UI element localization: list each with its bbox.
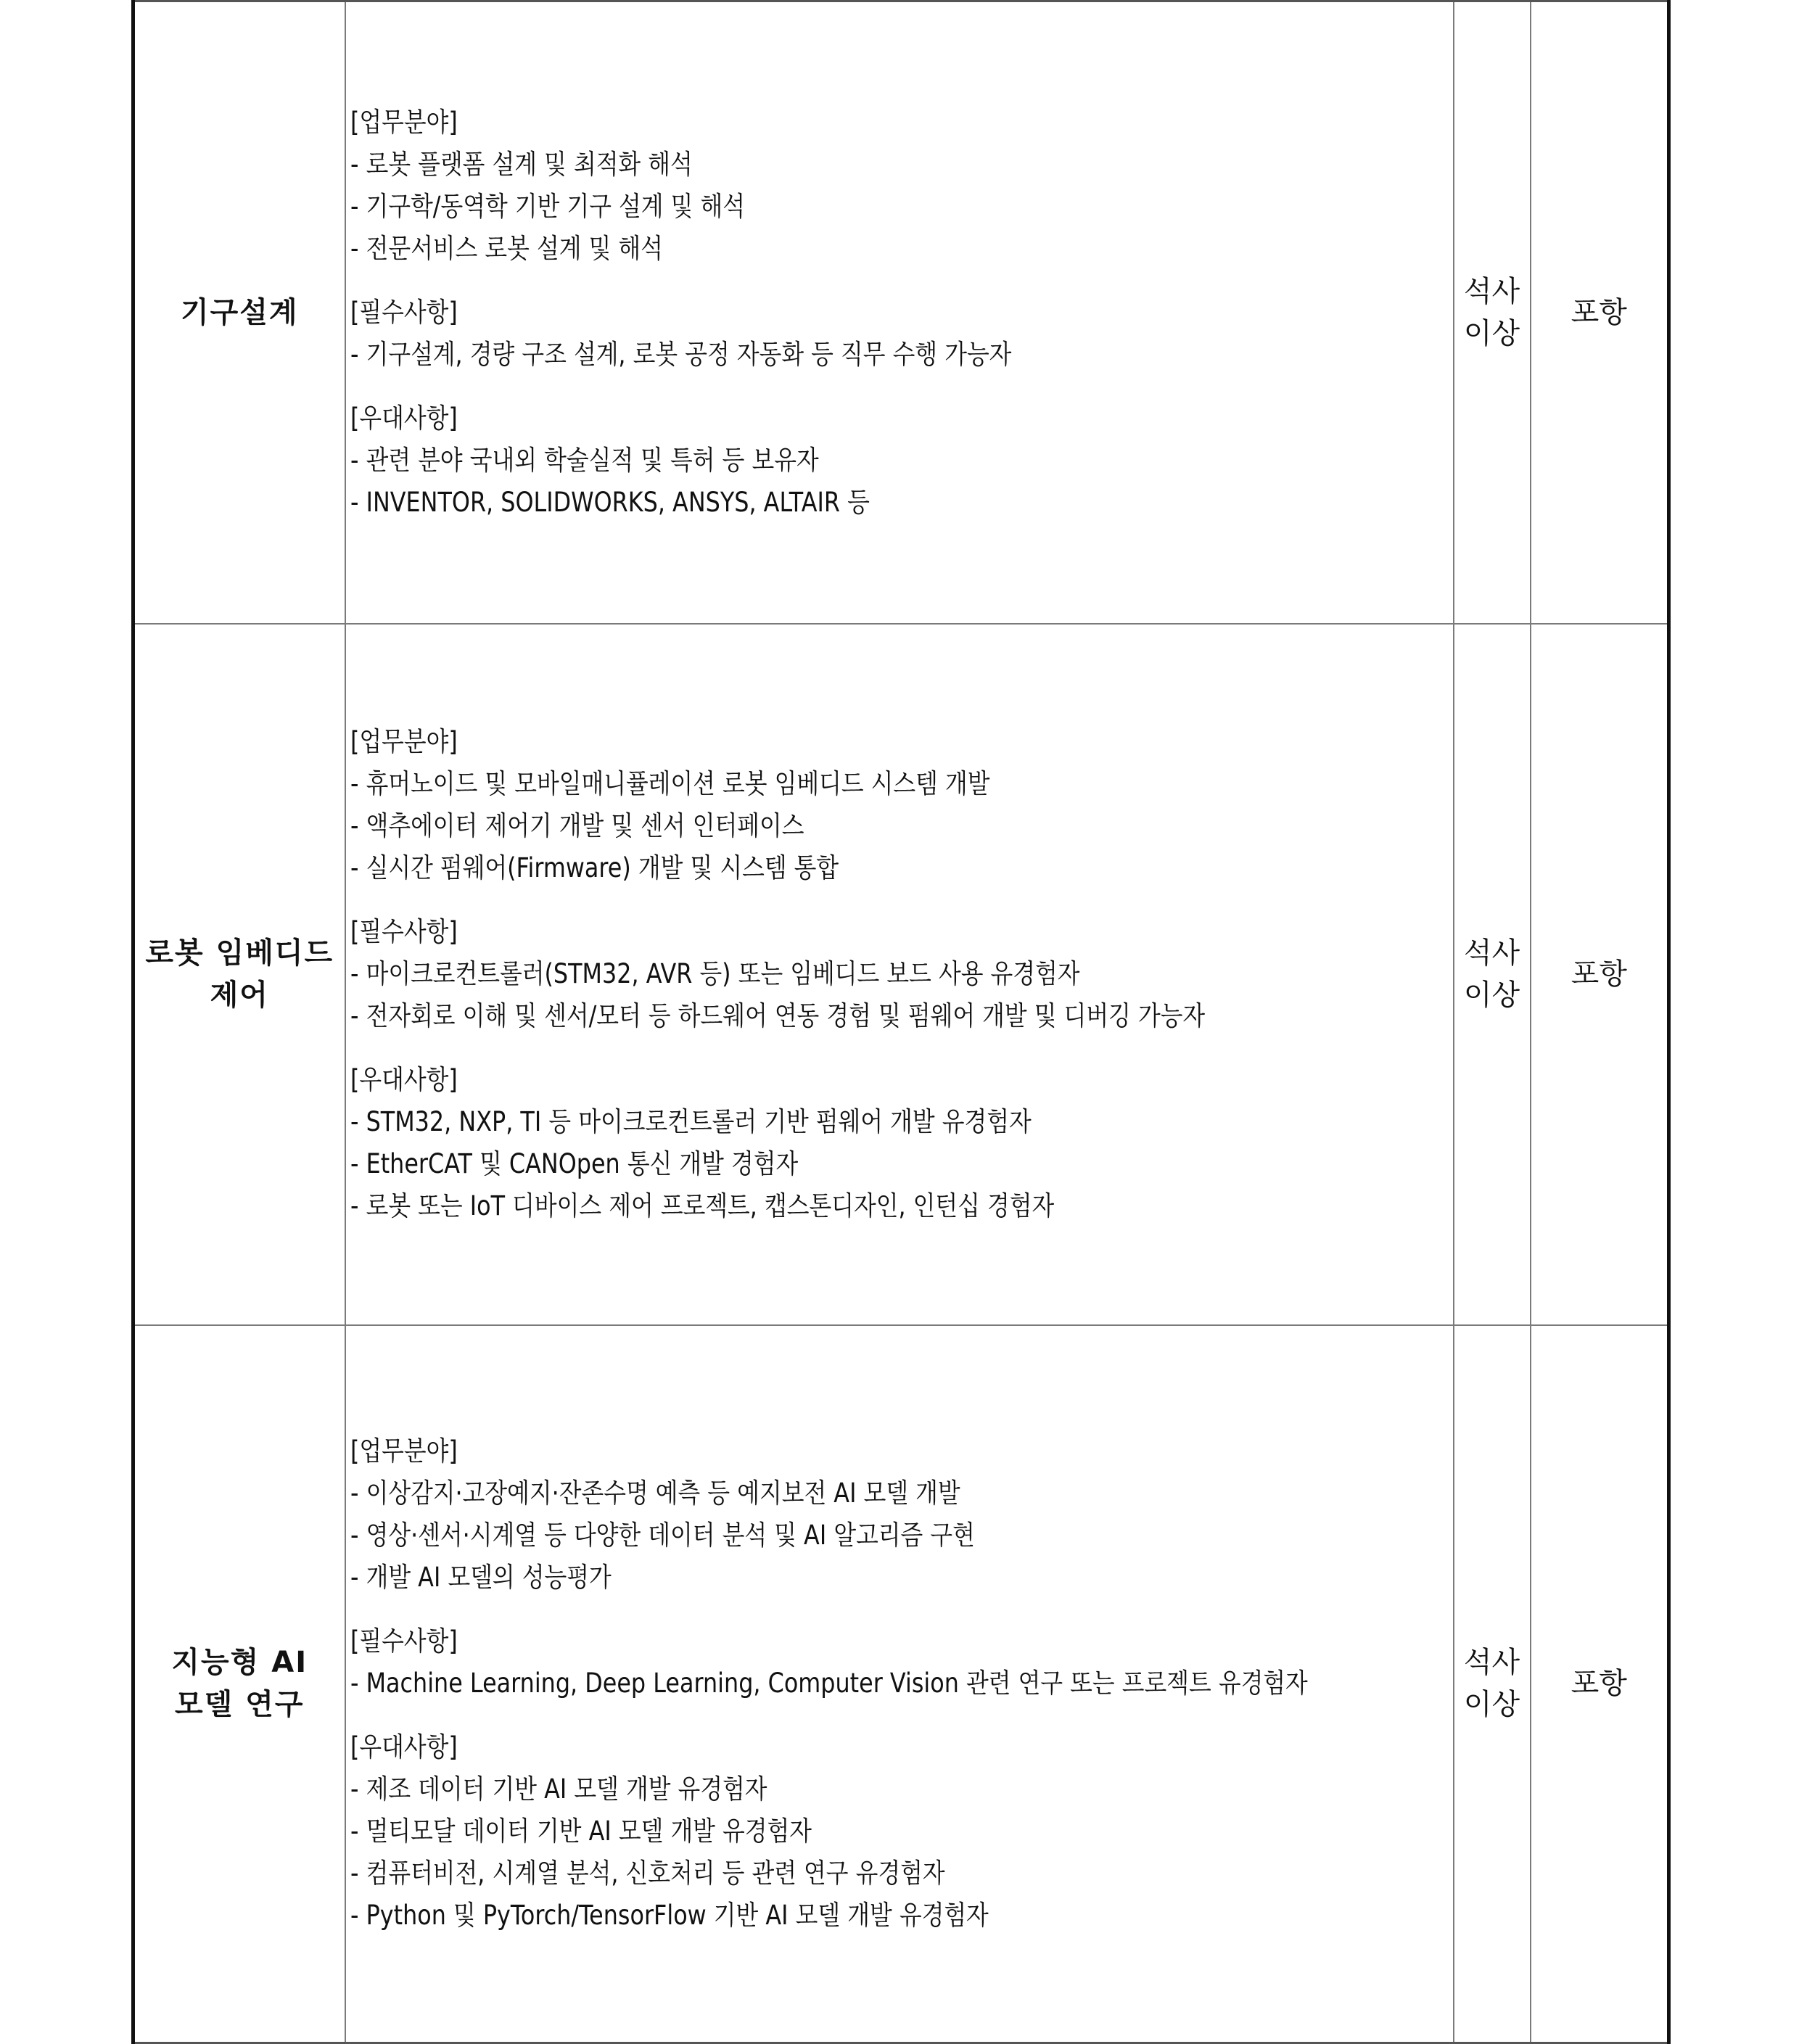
location: 포항 [1570,1667,1627,1701]
job-posting-table [131,0,1671,2044]
job-title-line: 모델 연구 [175,1688,305,1722]
job-title-line: 기구설계 [180,295,299,329]
education-line: 석사 [1463,936,1520,970]
preference-item: - 제조 데이터 기반 AI 모델 개발 유경험자 [350,1773,767,1805]
job-title-cell [133,1325,345,2043]
job-row-robot-embedded-control [133,624,1669,1325]
location: 포항 [1570,957,1627,991]
preferences-heading: [우대사항] [350,402,458,434]
education-line: 석사 [1463,1646,1520,1680]
education-line: 이상 [1463,1688,1520,1722]
preferences-section [350,1726,1453,1937]
location-cell [1531,1,1669,624]
job-description [350,721,1453,1227]
education-cell [1454,624,1531,1325]
requirements-section [350,292,1453,376]
duty-item: - 영상·센서·시계열 등 다양한 데이터 분석 및 AI 알고리즘 구현 [350,1520,975,1551]
preference-item: - STM32, NXP, TI 등 마이크로컨트롤러 기반 펌웨어 개발 유경험자 [350,1106,1032,1137]
education-line: 석사 [1463,274,1520,308]
job-title-cell [133,624,345,1325]
requirements-section [350,911,1453,1037]
preference-item: - 멀티모달 데이터 기반 AI 모델 개발 유경험자 [350,1816,812,1847]
duty-item: - 로봇 플랫폼 설계 및 최적화 해석 [350,148,693,180]
preferences-heading: [우대사항] [350,1731,458,1763]
requirements-heading: [필수사항] [350,1625,458,1657]
job-row-mechanical-design [133,1,1669,624]
preference-item: - EtherCAT 및 CANOpen 통신 개발 경험자 [350,1148,798,1179]
job-title-cell [133,1,345,624]
location-cell [1531,1325,1669,2043]
duty-item: - 전문서비스 로봇 설계 및 해석 [350,232,663,264]
job-description [350,102,1453,524]
duties-section [350,721,1453,889]
requirement-item: - Machine Learning, Deep Learning, Computer Vision 관련 연구 또는 프로젝트 유경험자 [350,1668,1308,1699]
education-cell [1454,1325,1531,2043]
duty-item: - 기구학/동역학 기반 기구 설계 및 해석 [350,190,745,222]
duty-item: - 이상감지·고장예지·잔존수명 예측 등 예지보전 AI 모델 개발 [350,1478,960,1509]
duties-heading: [업무분야] [350,106,458,138]
duties-section [350,1430,1453,1599]
job-description-cell [345,624,1454,1325]
job-description-cell [345,1325,1454,2043]
education-line: 이상 [1463,316,1520,350]
preferences-section [350,1059,1453,1227]
requirement-item: - 마이크로컨트롤러(STM32, AVR 등) 또는 임베디드 보드 사용 유경험자 [350,958,1080,989]
job-title-line: 제어 [210,978,269,1012]
requirement-item: - 전자회로 이해 및 센서/모터 등 하드웨어 연동 경험 및 펌웨어 개발 및 디버깅 가능자 [350,1000,1205,1031]
duty-item: - 개발 AI 모델의 성능평가 [350,1562,612,1594]
education-line: 이상 [1463,978,1520,1012]
education-cell [1454,1,1531,624]
preference-item: - INVENTOR, SOLIDWORKS, ANSYS, ALTAIR 등 [350,486,870,518]
job-title-line: 지능형 AI [171,1646,308,1680]
preference-item: - 관련 분야 국내외 학술실적 및 특허 등 보유자 [350,444,819,476]
location: 포항 [1570,295,1627,329]
preference-item: - Python 및 PyTorch/TensorFlow 기반 AI 모델 개발 유경험자 [350,1900,989,1932]
duties-section [350,102,1453,270]
duty-item: - 휴머노이드 및 모바일매니퓰레이션 로봇 임베디드 시스템 개발 [350,768,989,799]
requirements-heading: [필수사항] [350,296,458,328]
job-title [135,292,345,334]
requirements-heading: [필수사항] [350,916,458,947]
requirement-item: - 기구설계, 경량 구조 설계, 로봇 공정 자동화 등 직무 수행 가능자 [350,338,1011,370]
job-title [135,932,345,1016]
preference-item: - 컴퓨터비전, 시계열 분석, 신호처리 등 관련 연구 유경험자 [350,1858,945,1890]
duty-item: - 액추에이터 제어기 개발 및 센서 인터페이스 [350,810,804,841]
job-description-cell [345,1,1454,624]
job-row-intelligent-ai-model [133,1325,1669,2043]
preferences-heading: [우대사항] [350,1064,458,1095]
duties-heading: [업무분야] [350,726,458,757]
requirements-section [350,1620,1453,1705]
duty-item: - 실시간 펌웨어(Firmware) 개발 및 시스템 통합 [350,852,839,883]
duties-heading: [업무분야] [350,1435,458,1467]
preference-item: - 로봇 또는 IoT 디바이스 제어 프로젝트, 캡스톤디자인, 인턴십 경험자 [350,1190,1054,1221]
job-title [135,1641,345,1726]
job-title-line: 로봇 임베디드 [145,936,334,970]
job-description [350,1430,1453,1937]
preferences-section [350,397,1453,524]
location-cell [1531,624,1669,1325]
